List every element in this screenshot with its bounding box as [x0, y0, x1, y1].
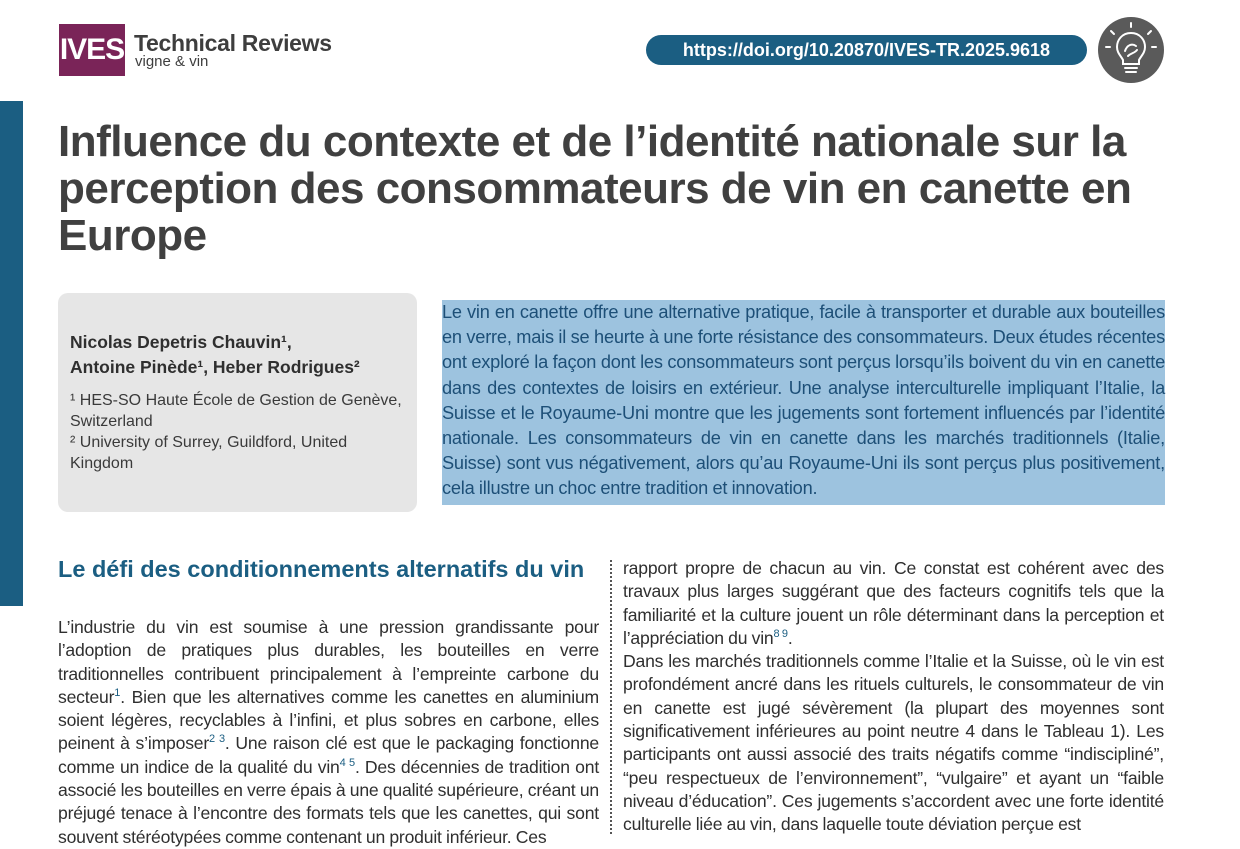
reference-marker[interactable]: 2 3: [209, 733, 225, 746]
reference-marker[interactable]: 4 5: [339, 756, 355, 769]
affiliation-2: ² University of Surrey, Guildford, United Kingdom: [70, 434, 348, 472]
doi-link[interactable]: https://doi.org/10.20870/IVES-TR.2025.9618: [646, 35, 1087, 65]
author-line-2: Antoine Pinède¹, Heber Rodrigues²: [70, 357, 360, 377]
reference-marker[interactable]: 8 9: [773, 628, 788, 641]
reference-marker[interactable]: 1: [114, 687, 121, 700]
paragraph-continued: [623, 557, 1164, 650]
paragraph-intro: [58, 616, 599, 849]
text-run: . Une raison clé est que le packaging fonctionne comme un indice de la qualité du vin: [58, 733, 599, 777]
journal-logo: IVES: [59, 24, 125, 76]
author-line-1: Nicolas Depetris Chauvin¹,: [70, 332, 292, 352]
journal-title: Technical Reviews: [134, 30, 332, 56]
author-list: [70, 330, 410, 380]
text-run: . Des décennies de tradition ont associé les bouteilles en verre épais à une qualité supérieure, créant un préjugé tenace à l’encontre des formats tels que les canettes, qui sont souvent stéréotypées comme contenant un produit inférieur. Ces: [58, 756, 600, 847]
section-heading: Le défi des conditionnements alternatifs du vin: [58, 556, 585, 582]
author-box: [58, 293, 417, 512]
left-column: [58, 616, 599, 849]
text-run: .: [787, 627, 793, 648]
paragraph-traditional-markets: Dans les marchés traditionnels comme l’Italie et la Suisse, où le vin est profondément ancré dans les rituels culturels, le consommateur de vin en canette est jugé sévèrement (la plupart des moyennes sont significativement inférieures au point neutre 4 dans le Tableau 1). Les participants ont aussi associé des traits négatifs comme “indiscipliné”, “peu respectueux de l’environnement”, “vulgaire” et ayant un “faible niveau d’éducation”. Ces jugements s’accordent avec une forte identité culturelle liée au vin, dans laquelle toute déviation perçue est: [623, 651, 1164, 835]
journal-subtitle: vigne & vin: [135, 53, 209, 70]
article-title: Influence du contexte et de l’identité nationale sur la perception des consommateurs de vin en canette en Europe: [58, 117, 1132, 260]
text-run: rapport propre de chacun au vin. Ce constat est cohérent avec des travaux plus larges suggérant que des facteurs cognitifs tels que la familiarité et la culture jouent un rôle déterminant dans la perception et l’appréciation du vin: [623, 558, 1164, 648]
text-run: L’industrie du vin est soumise à une pression grandissante pour l’adoption de pratiques plus durables, les bouteilles en verre traditionnelles contribuent principalement à l’empreinte carbone du secteur: [58, 617, 599, 707]
affiliation-1: ¹ HES-SO Haute École de Gestion de Genève, Switzerland: [70, 392, 402, 430]
abstract-selected-text[interactable]: Le vin en canette offre une alternative pratique, facile à transporter et durable aux bouteilles en verre, mais il se heurte à une forte résistance des consommateurs. Deux études récentes ont exploré la façon dont les consommateurs sont perçus lorsqu’ils boivent du vin en canette dans des contextes de loisirs en extérieur. Une analyse interculturelle impliquant l’Italie, la Suisse et le Royaume-Uni montre que les jugements sont fortement influencés par l’identité nationale. Les consommateurs de vin en canette dans les marchés traditionnels (Italie, Suisse) sont vus négativement, alors qu’au Royaume-Uni ils sont perçus plus positivement, cela illustre un choc entre tradition et innovation.: [442, 300, 1165, 505]
side-accent-bar: [0, 101, 23, 606]
column-divider: [610, 560, 612, 834]
lightbulb-icon: [1098, 17, 1164, 83]
text-run: . Bien que les alternatives comme les canettes en aluminium soient légères, recyclables à l’infini, et plus sobres en carbone, elles peinent à s’imposer: [58, 686, 599, 754]
right-column: [623, 557, 1164, 837]
affiliations: [70, 390, 410, 474]
